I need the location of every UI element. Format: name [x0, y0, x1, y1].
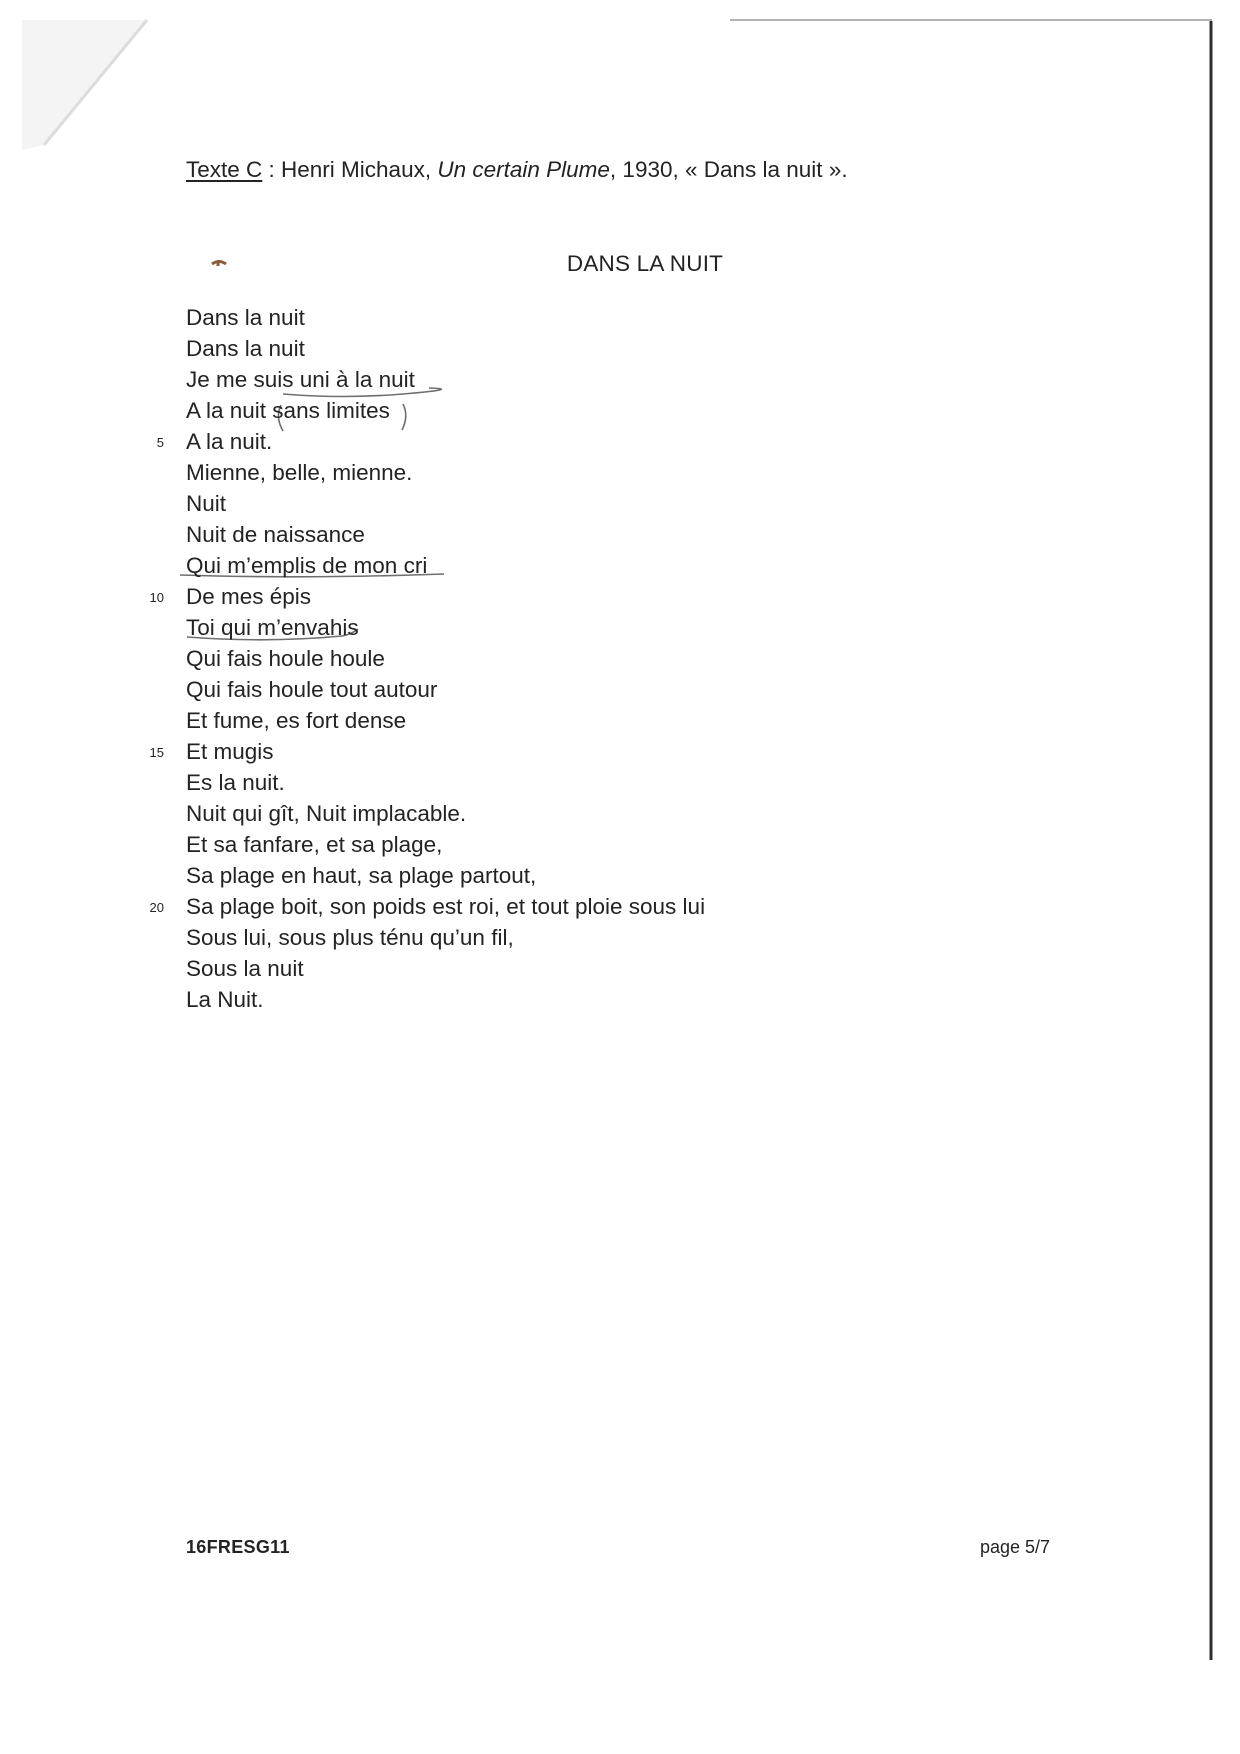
poem-line-text: Sous lui, sous plus ténu qu’un fil,	[186, 925, 514, 950]
poem-line	[186, 922, 705, 953]
poem-line	[186, 519, 705, 550]
poem-line	[186, 395, 705, 426]
poem-line	[186, 457, 705, 488]
poem-line-text: Et fume, es fort dense	[186, 708, 407, 733]
poem-line-text: Nuit de naissance	[186, 522, 365, 547]
poem-title: DANS LA NUIT	[566, 251, 724, 276]
poem-line	[186, 550, 705, 581]
line-number: 20	[149, 900, 164, 915]
poem-line	[186, 860, 705, 891]
poem-line-text: Nuit qui gît, Nuit implacable.	[186, 801, 467, 826]
poem-line	[186, 364, 705, 395]
poem-line	[149, 736, 705, 767]
poem-line-text: Mienne, belle, mienne.	[186, 460, 413, 485]
poem-line	[186, 829, 705, 860]
poem-line	[149, 891, 706, 922]
poem-line-text: Dans la nuit	[186, 336, 305, 361]
poem-line	[186, 302, 705, 333]
poem-line-text: Sa plage boit, son poids est roi, et tout ploie sous lui	[186, 894, 706, 919]
poem-line	[186, 333, 705, 364]
line-number: 5	[156, 435, 164, 450]
poem-line-text: Et mugis	[186, 739, 274, 764]
folded-corner-shadow	[22, 20, 147, 150]
poem-line	[156, 426, 705, 457]
poem-line-text: Sous la nuit	[186, 956, 304, 981]
source-reference	[186, 155, 848, 185]
poem-line-text: Qui fais houle houle	[186, 646, 385, 671]
poem-line	[186, 798, 705, 829]
poem-line-text: De mes épis	[186, 584, 312, 609]
poem-line	[186, 984, 705, 1015]
poem-line-text: Sa plage en haut, sa plage partout,	[186, 863, 537, 888]
poem-line-text: Dans la nuit	[186, 305, 305, 330]
poem-line	[186, 767, 705, 798]
poem-line	[149, 581, 705, 612]
folded-corner-edge	[44, 20, 147, 145]
poem-line-text: Qui m’emplis de mon cri	[186, 553, 428, 578]
poem-line	[186, 953, 705, 984]
poem-line	[186, 488, 705, 519]
poem-line-text: Et sa fanfare, et sa plage,	[186, 832, 443, 857]
poem-line	[186, 643, 705, 674]
poem-line-text: A la nuit.	[186, 429, 273, 454]
poem-line	[186, 674, 705, 705]
source-book-title: Un certain Plume	[437, 157, 610, 182]
poem-line-text: Je me suis uni à la nuit	[186, 367, 415, 392]
line-number: 10	[149, 590, 164, 605]
source-date-and-poem: , 1930, « Dans la nuit ».	[609, 157, 848, 182]
line-number: 15	[149, 745, 164, 760]
page-number: page 5/7	[980, 1537, 1051, 1557]
poem-line-text: Nuit	[186, 491, 227, 516]
exam-code: 16FRESG11	[186, 1537, 290, 1557]
poem-line	[186, 705, 705, 736]
poem-line-text: Es la nuit.	[186, 770, 285, 795]
poem-line-text: Qui fais houle tout autour	[186, 677, 438, 702]
poem-line	[186, 612, 705, 643]
poem-line-text: Toi qui m’envahis	[186, 615, 359, 640]
poem-line-text: La Nuit.	[186, 987, 264, 1012]
poem	[149, 302, 706, 1015]
poem-line-text: A la nuit sans limites	[186, 398, 390, 423]
source-author: : Henri Michaux,	[262, 157, 438, 182]
source-label: Texte C	[186, 157, 263, 182]
